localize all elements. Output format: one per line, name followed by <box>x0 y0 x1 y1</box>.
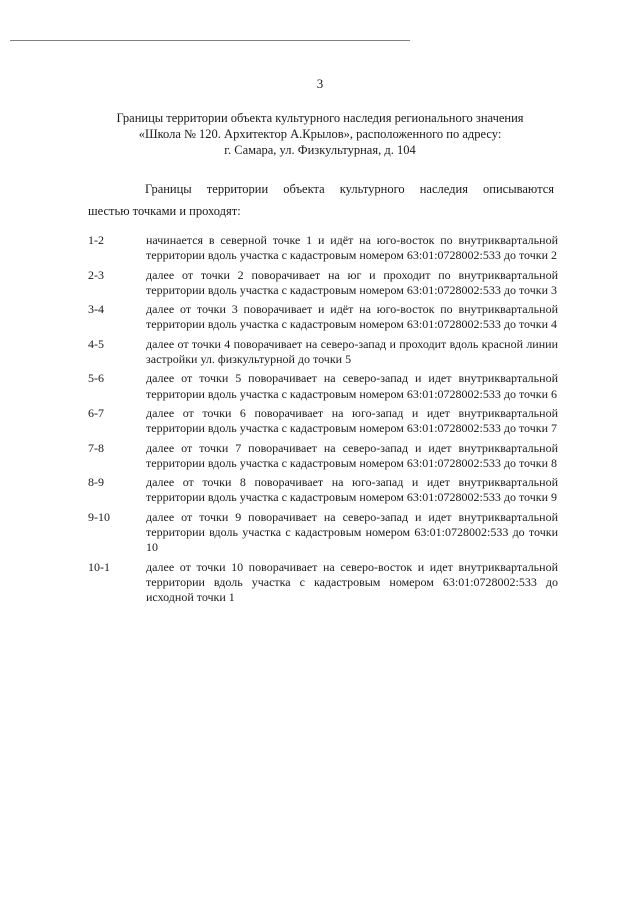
segment-description: далее от точки 7 поворачивает на северо-запад и идет внутриквартальной территории вдоль участка с кадастровым номером 63:01:0728002:533 до точки 8 <box>146 440 558 470</box>
segment-item <box>88 371 558 402</box>
segment-id: 10-1 <box>88 559 110 574</box>
segment-id: 4-5 <box>88 336 104 351</box>
segment-description: далее от точки 2 поворачивает на юг и проходит по внутриквартальной территории вдоль участка с кадастровым номером 63:01:0728002:533 до точки 3 <box>146 267 558 297</box>
segment-id: 2-3 <box>88 267 104 282</box>
segment-id: 5-6 <box>88 371 104 386</box>
segment-description: далее от точки 4 поворачивает на северо-запад и проходит вдоль красной линии застройки ул. физкультурной до точки 5 <box>146 336 558 367</box>
segment-description: далее от точки 9 поворачивает на северо-запад и идет внутриквартальной территории вдоль участка с кадастровым номером 63:01:0728002:533 до точки 10 <box>146 509 558 555</box>
scan-edge-line <box>10 40 410 41</box>
segment-id: 8-9 <box>88 475 104 490</box>
title-line-2: «Школа № 120. Архитектор А.Крылов», расположенного по адресу: <box>138 127 502 141</box>
title-line-3: г. Самара, ул. Физкультурная, д. 104 <box>224 143 416 157</box>
segment-description: далее от точки 6 поворачивает на юго-запад и идет внутриквартальной территории вдоль участка с кадастровым номером 63:01:0728002:533 до точки 7 <box>146 405 558 436</box>
document-title <box>70 110 570 158</box>
segment-item <box>88 268 558 299</box>
segment-item <box>88 441 558 472</box>
segment-id: 1-2 <box>88 233 104 247</box>
segment-id: 3-4 <box>88 302 104 317</box>
segment-item <box>88 406 558 437</box>
segment-id: 6-7 <box>88 405 104 420</box>
segment-description: далее от точки 10 поворачивает на северо-восток и идет внутриквартальной территории вдоль участка с кадастровым номером 63:01:0728002:533 до исходной точки 1 <box>146 559 558 605</box>
segment-item <box>88 302 558 333</box>
segment-item <box>88 475 558 506</box>
segment-id: 9-10 <box>88 509 110 524</box>
segment-item <box>88 560 558 606</box>
segment-description: далее от точки 5 поворачивает на северо-запад и идет внутриквартальной территории вдоль участка с кадастровым номером 63:01:0728002:533 до точки 6 <box>146 371 558 401</box>
segment-item <box>88 337 558 368</box>
intro-paragraph <box>88 178 554 222</box>
intro-line-2: шестью точками и проходят: <box>88 204 241 218</box>
segment-id: 7-8 <box>88 440 104 455</box>
segment-item <box>88 233 558 264</box>
boundary-segments-list <box>88 233 558 610</box>
segment-description: начинается в северной точке 1 и идёт на юго-восток по внутриквартальной территории вдоль участка с кадастровым номером 63:01:0728002:533 до точки 2 <box>146 233 558 263</box>
segment-description: далее от точки 8 поворачивает на юго-запад и идет внутриквартальной территории вдоль участка с кадастровым номером 63:01:0728002:533 до точки 9 <box>146 475 558 505</box>
page-number: 3 <box>316 76 324 91</box>
intro-line-1: Границы территории объекта культурного наследия описываются <box>145 182 554 196</box>
segment-description: далее от точки 3 поворачивает и идёт на юго-восток по внутриквартальной территории вдоль участка с кадастровым номером 63:01:0728002:533 до точки 4 <box>146 302 558 332</box>
segment-item <box>88 510 558 556</box>
title-line-1: Границы территории объекта культурного наследия регионального значения <box>116 111 524 125</box>
